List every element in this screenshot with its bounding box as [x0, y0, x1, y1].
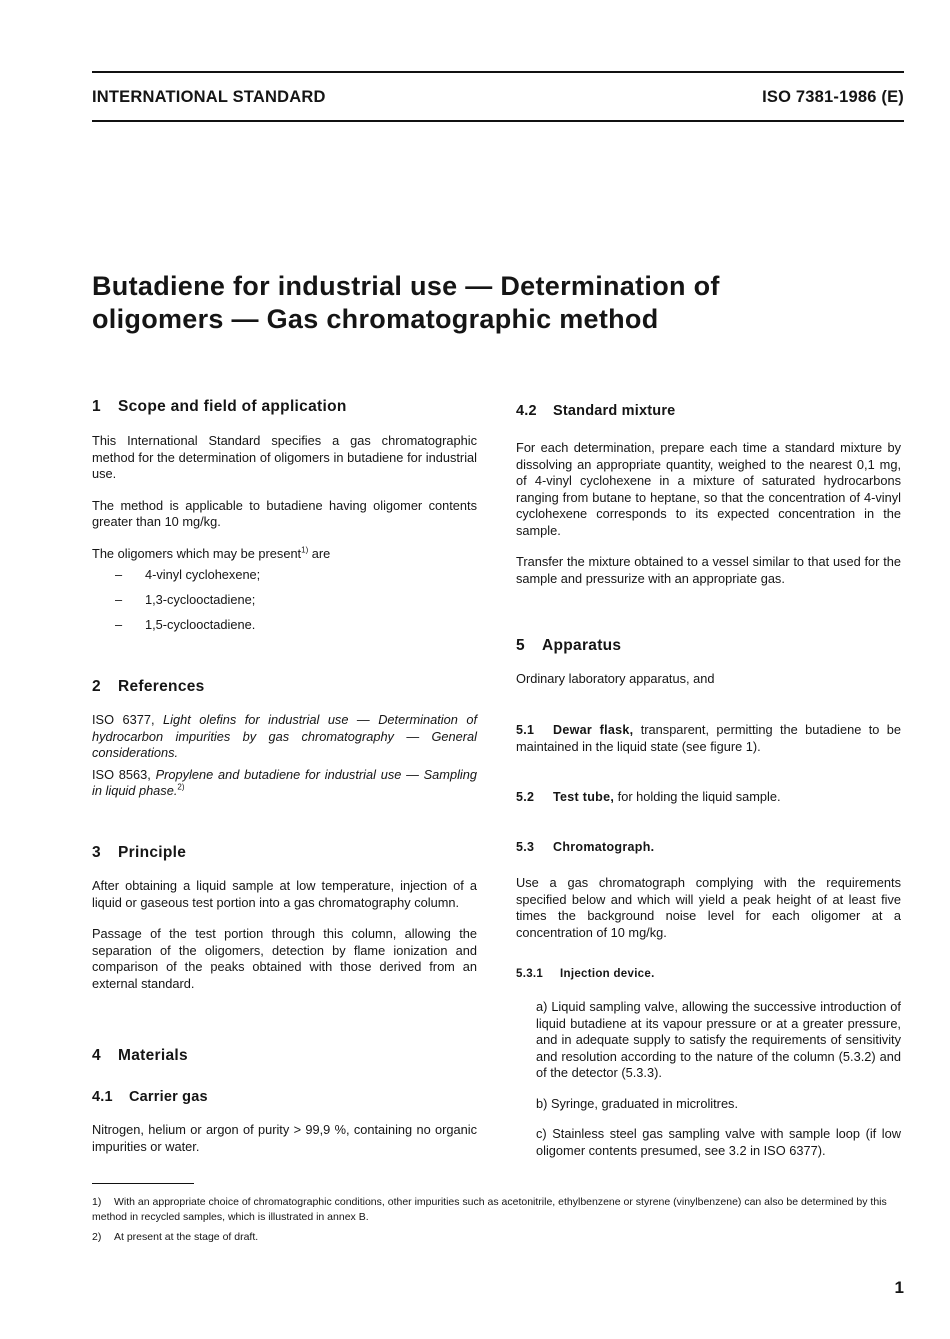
section-number: 2	[92, 678, 101, 695]
section-1-heading	[92, 398, 347, 416]
footnote-number: 2)	[92, 1231, 102, 1243]
paragraph: Transfer the mixture obtained to a vessel similar to that used for the sample and pressurize with an appropriate gas.	[516, 554, 901, 586]
list-item-text: 1,3-cyclooctadiene;	[145, 592, 256, 607]
text: ISO 8563,	[92, 766, 156, 782]
text: transparent, permitting the butadiene to be maintained in the liquid state (see figure 1).	[516, 722, 901, 754]
section-5-1	[516, 722, 901, 755]
section-4-heading	[92, 1047, 188, 1065]
text: for holding the liquid sample.	[614, 789, 781, 804]
section-number: 5.1	[516, 723, 535, 737]
paragraph	[516, 722, 901, 755]
title-line-1: Butadiene for industrial use — Determination of	[92, 271, 720, 301]
reference-2	[92, 767, 477, 800]
section-title: Dewar flask,	[553, 723, 634, 737]
section-4-1-body	[92, 1122, 477, 1155]
section-5-2	[516, 789, 901, 806]
list-item-text: 4-vinyl cyclohexene;	[145, 567, 261, 582]
header-bottom-rule	[92, 120, 904, 122]
section-5-intro: Ordinary laboratory apparatus, and	[516, 671, 715, 686]
section-5-3-heading	[516, 838, 654, 856]
document-title	[92, 270, 892, 336]
section-2-body	[92, 712, 477, 800]
footnote-ref: 2)	[177, 782, 185, 792]
section-title: Principle	[118, 844, 187, 861]
reference-1	[92, 712, 477, 762]
footnote-2	[92, 1230, 904, 1245]
section-title: Test tube,	[553, 790, 615, 804]
footnote-text: With an appropriate choice of chromatographic conditions, other impurities such as acetonitrile, ethylbenzene or styrene (vinylbenzene) can also be determined by this method in recycled samples, which is illustrated in annex B.	[92, 1196, 887, 1223]
section-title: Materials	[118, 1047, 188, 1064]
paragraph: Nitrogen, helium or argon of purity > 99,9 %, containing no organic impurities or water.	[92, 1122, 477, 1154]
section-title: Chromatograph.	[553, 840, 655, 854]
header-left: INTERNATIONAL STANDARD	[92, 88, 326, 106]
paragraph: This International Standard specifies a gas chromatographic method for the determination of oligomers in butadiene for industrial use.	[92, 433, 477, 481]
option-a	[536, 999, 901, 1082]
paragraph: Use a gas chromatograph complying with the requirements specified below and which will yield a peak height of at least five times the background noise level for each oligomer at a concentration of 10 mg/kg.	[516, 875, 901, 940]
section-4-2-heading	[516, 403, 675, 419]
footnote-separator	[92, 1183, 194, 1184]
option-label: b)	[536, 1095, 548, 1111]
option-c	[536, 1126, 901, 1159]
section-number: 4.1	[92, 1089, 113, 1105]
section-number: 4.2	[516, 403, 537, 419]
option-text: Stainless steel gas sampling valve with sample loop (if low oligomer contents presumed, see 3.2 in ISO 6377).	[536, 1126, 901, 1158]
section-4-1-heading	[92, 1089, 208, 1105]
list-item: – 4-vinyl cyclohexene;	[115, 567, 261, 582]
footnote-text: At present at the stage of draft.	[114, 1231, 259, 1243]
option-b	[536, 1096, 901, 1113]
title-line-2: oligomers — Gas chromatographic method	[92, 304, 659, 334]
option-label: c)	[536, 1126, 547, 1141]
text: ISO 6377,	[92, 712, 164, 727]
text: The oligomers which may be present	[92, 545, 302, 561]
section-number: 1	[92, 398, 101, 415]
footnote-ref: 1)	[301, 545, 309, 555]
option-text: Liquid sampling valve, allowing the successive introduction of liquid butadiene at its vapour pressure or at a greater pressure, and in adequate supply to satisfy the requirements of sensitivity and resolution according to the nature of the column (5.3.2) and of the detector (5.3.3).	[536, 999, 901, 1080]
section-4-2-body	[516, 440, 901, 587]
option-text: Syringe, graduated in microlitres.	[550, 1095, 739, 1111]
list-item: – 1,5-cyclooctadiene.	[115, 617, 256, 632]
option-label: a)	[536, 999, 548, 1014]
section-title: Apparatus	[542, 637, 622, 654]
paragraph	[516, 789, 901, 806]
footnote-number: 1)	[92, 1196, 102, 1208]
section-number: 5.3	[516, 840, 535, 854]
text: are	[308, 545, 331, 561]
section-number: 5.3.1	[516, 968, 544, 980]
footnote-1	[92, 1195, 904, 1225]
section-2-heading	[92, 678, 205, 696]
section-5-3-1-heading	[516, 964, 655, 982]
header-right: ISO 7381-1986 (E)	[762, 88, 904, 106]
page-number: 1	[894, 1278, 904, 1297]
list-item-text: 1,5-cyclooctadiene.	[145, 617, 256, 632]
paragraph: The method is applicable to butadiene having oligomer contents greater than 10 mg/kg.	[92, 497, 477, 529]
paragraph: For each determination, prepare each time a standard mixture by dissolving an appropriate quantity, weighed to the nearest 0,1 mg, of 4-vinyl cyclohexene in a mixture of saturated hydrocarbons ranging from butane to heptane, so that the concentration of 4-vinyl cyclohexene corresponds to its expected concentration in the sample.	[516, 440, 901, 538]
section-number: 5	[516, 637, 525, 654]
list-item: – 1,3-cyclooctadiene;	[115, 592, 256, 607]
section-number: 5.2	[516, 790, 535, 804]
injection-options	[536, 999, 901, 1159]
paragraph: After obtaining a liquid sample at low temperature, injection of a liquid or gaseous test portion into a gas chromatography column.	[92, 878, 477, 910]
paragraph: Passage of the test portion through this column, allowing the separation of the oligomers, detection by flame ionization and comparison of the peaks obtained with those derived from an external standard.	[92, 926, 477, 991]
section-5-3-body	[516, 875, 901, 941]
section-number: 4	[92, 1047, 101, 1064]
section-title: Carrier gas	[129, 1089, 208, 1105]
section-3-heading	[92, 844, 186, 862]
section-title: References	[118, 678, 205, 695]
reference-title: Light olefins for industrial use — Determination of hydrocarbon impurities by gas chromatography — General considerations.	[92, 712, 477, 760]
section-title: Injection device.	[560, 968, 655, 980]
section-title: Scope and field of application	[118, 398, 347, 415]
reference-title: Propylene and butadiene for industrial use — Sampling in liquid phase.	[92, 766, 477, 798]
paragraph	[92, 546, 477, 563]
section-5-heading	[516, 637, 621, 655]
header-top-rule	[92, 71, 904, 73]
section-1-body	[92, 433, 477, 633]
section-3-body	[92, 878, 477, 992]
section-number: 3	[92, 844, 101, 861]
section-title: Standard mixture	[553, 403, 676, 419]
